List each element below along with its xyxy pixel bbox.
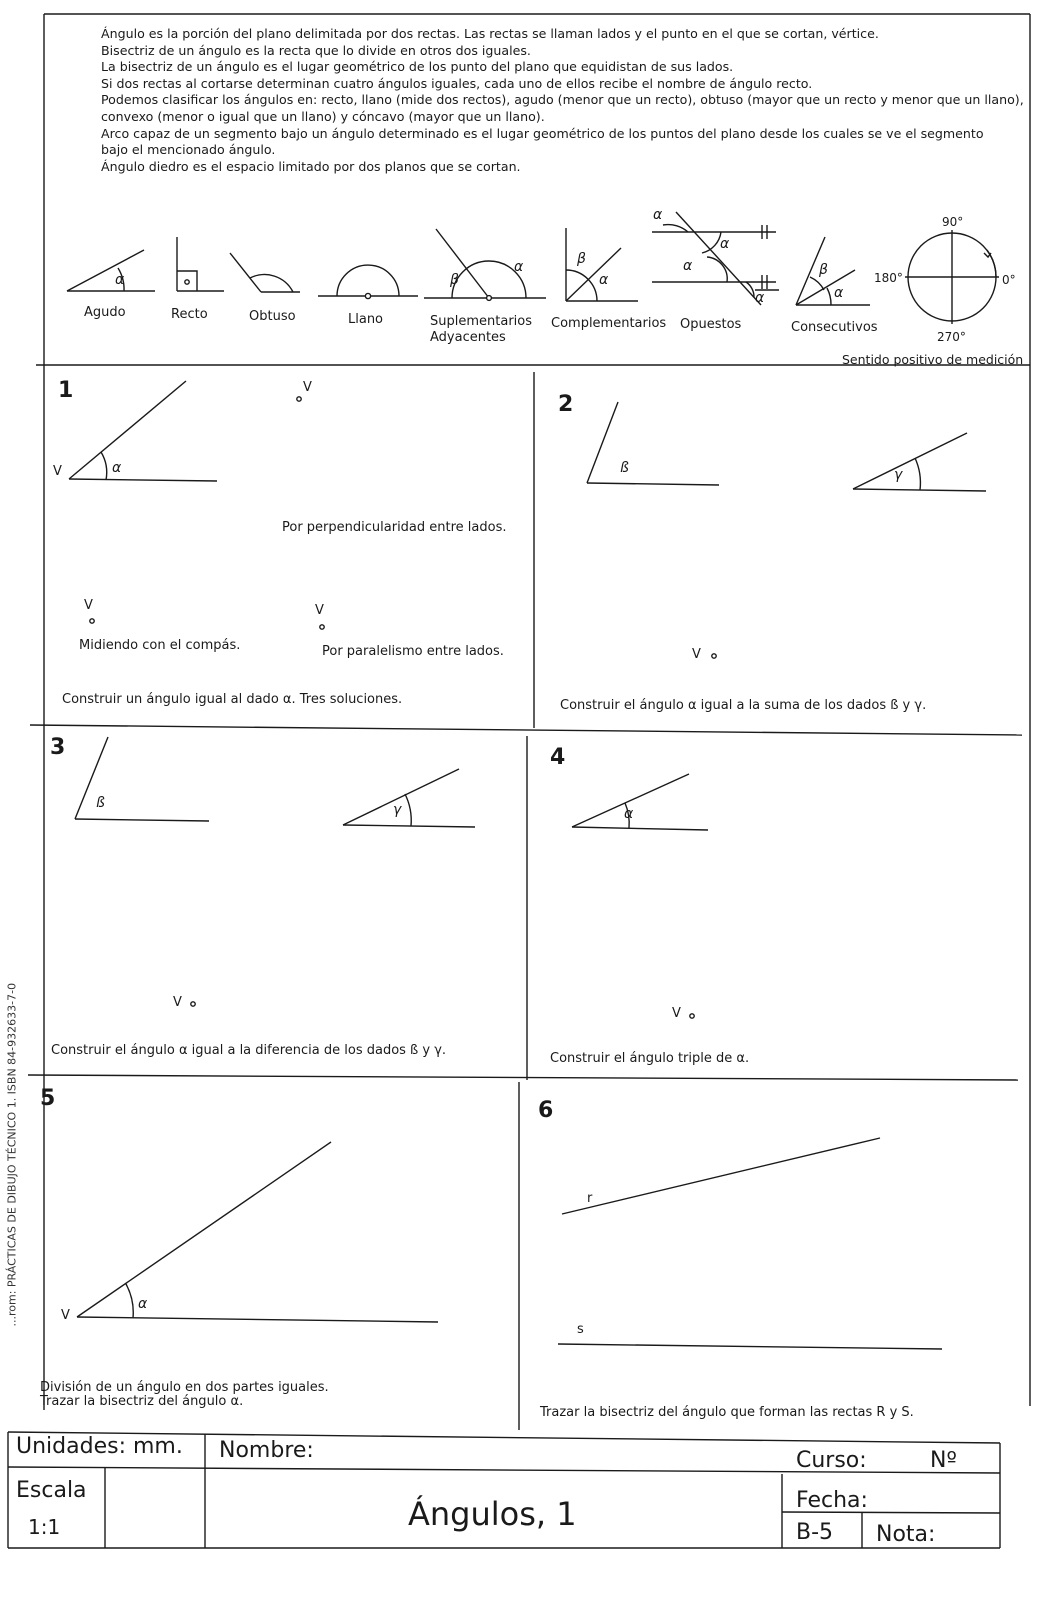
alpha-complementarios: α [599,272,609,288]
dial-90: 90° [942,215,964,229]
exercise-1-number: 1 [58,378,74,403]
sheet-frame [28,14,1030,1430]
exercise-3-figure [75,737,475,1006]
alpha-consecutivos: α [834,285,844,301]
definition-line: Si dos rectas al cortarse determinan cuatro ángulos iguales, cada uno de ellos recibe el nombre de ángulo recto. [101,75,813,91]
dial-180: 180° [874,271,903,285]
definition-line: Ángulo diedro es el espacio limitado por dos planos que se cortan. [101,158,521,174]
e4-caption: Construir el ángulo triple de α. [550,1051,750,1066]
angle-consecutivos-figure [796,237,870,305]
angle-agudo-figure [67,250,155,291]
grade-field: Nota: [876,1522,936,1547]
definition-line: Ángulo es la porción del plano delimitada por dos rectas. Las rectas se llaman lados y el punto en el que se cortan, vértice. [101,26,879,41]
e1-perpendicular-text: Por perpendicularidad entre lados. [282,520,507,535]
vertex-label: V [53,464,62,479]
scale-value: 1:1 [28,1515,61,1539]
units-field: Unidades: mm. [16,1434,183,1459]
alpha-opuestos-3: α [683,258,693,274]
e1-caption: Construir un ángulo igual al dado α. Tres soluciones. [62,692,403,707]
e3-caption: Construir el ángulo α igual a la diferencia de los dados ß y γ. [51,1043,447,1058]
line-s-label: s [577,1322,584,1337]
name-field: Nombre: [219,1438,314,1463]
sheet-title: Ángulos, 1 [408,1495,577,1533]
alpha-opuestos-2: α [720,236,730,252]
beta-e2: ß [620,460,629,476]
beta-consecutivos: β [819,262,828,278]
alpha-e4: α [624,806,634,822]
sheet-code: B-5 [796,1520,834,1545]
e1-compass-text: Midiendo con el compás. [79,638,241,653]
vertex-label: V [84,598,93,613]
exercise-2-figure [587,402,986,658]
e6-caption: Trazar la bisectriz del ángulo que forman las rectas R y S. [540,1405,914,1420]
vertex-label: V [61,1308,70,1323]
definition-line: bajo el mencionado ángulo. [101,142,276,158]
e2-caption: Construir el ángulo α igual a la suma de los dados ß y γ. [560,698,927,713]
definition-line: convexo (menor o igual que un llano) y cóncavo (mayor que un llano). [101,108,545,124]
label-adyacentes: Adyacentes [430,330,506,345]
scale-label: Escala [16,1478,87,1503]
alpha-e1: α [112,460,122,476]
label-suplementarios: Suplementarios [430,314,533,329]
date-field: Fecha: [796,1488,868,1513]
line-r-label: r [587,1191,593,1206]
dial-0: 0° [1002,273,1016,287]
definition-line: La bisectriz de un ángulo es el lugar geométrico de los punto del plano que equidistan de sus lados. [101,59,734,75]
dial-270: 270° [937,330,966,344]
vertex-label: V [303,380,312,395]
beta-suplementarios: β [450,272,459,288]
beta-e3: ß [96,795,105,811]
definition-line: Arco capaz de un segmento bajo un ángulo determinado es el lugar geométrico de los puntos del plano desde los cuales se ve el segmento [101,125,984,141]
measurement-dial-figure [905,230,999,324]
course-field: Curso: [796,1448,867,1473]
vertex-label: V [672,1006,681,1021]
exercise-1-figure [69,381,324,629]
e1-parallel-text: Por paralelismo entre lados. [322,644,504,659]
exercise-5-number: 5 [40,1086,56,1111]
exercise-6-figure [558,1138,942,1349]
alpha-e5: α [138,1296,148,1312]
label-complementarios: Complementarios [551,316,667,331]
label-consecutivos: Consecutivos [791,320,878,335]
exercise-4-figure [572,774,708,1018]
definition-line: Podemos clasificar los ángulos en: recto, llano (mide dos rectos), agudo (menor que un recto), obtuso (mayor que un recto y menor que un llano), [101,92,1024,108]
alpha-agudo: α [115,272,125,288]
alpha-opuestos-4: α [755,290,765,306]
angle-llano-figure [318,265,418,299]
angle-recto-figure [177,237,224,291]
label-llano: Llano [348,312,384,327]
alpha-opuestos-1: α [653,207,663,223]
e5-caption-1: División de un ángulo en dos partes iguales. [40,1380,329,1395]
gamma-e2: γ [894,467,903,483]
exercise-4-number: 4 [550,745,566,770]
gamma-e3: γ [393,802,402,818]
exercise-6-number: 6 [538,1098,554,1123]
e5-caption-2: Trazar la bisectriz del ángulo α. [40,1394,244,1409]
angle-suplementarios-figure [424,229,546,300]
side-isbn-text: ...rom: PRÁCTICAS DE DIBUJO TÉCNICO 1. ISBN 84-932633-7-0 [5,982,19,1327]
beta-complementarios: β [577,251,586,267]
label-obtuso: Obtuso [249,309,296,324]
exercise-5-figure [77,1142,438,1322]
vertex-label: V [173,995,182,1010]
definition-line: Bisectriz de un ángulo es la recta que lo divide en otros dos iguales. [101,42,531,58]
vertex-label: V [692,647,701,662]
label-recto: Recto [171,307,208,322]
definitions-text [101,26,1051,175]
angle-obtuso-figure [230,253,300,292]
alpha-suplementarios: α [514,259,524,275]
dial-caption: Sentido positivo de medición [842,352,1024,367]
vertex-label: V [315,603,324,618]
label-agudo: Agudo [84,305,126,320]
number-field: Nº [930,1448,957,1473]
exercise-2-number: 2 [558,392,574,417]
label-opuestos: Opuestos [680,317,742,332]
exercise-3-number: 3 [50,735,66,760]
